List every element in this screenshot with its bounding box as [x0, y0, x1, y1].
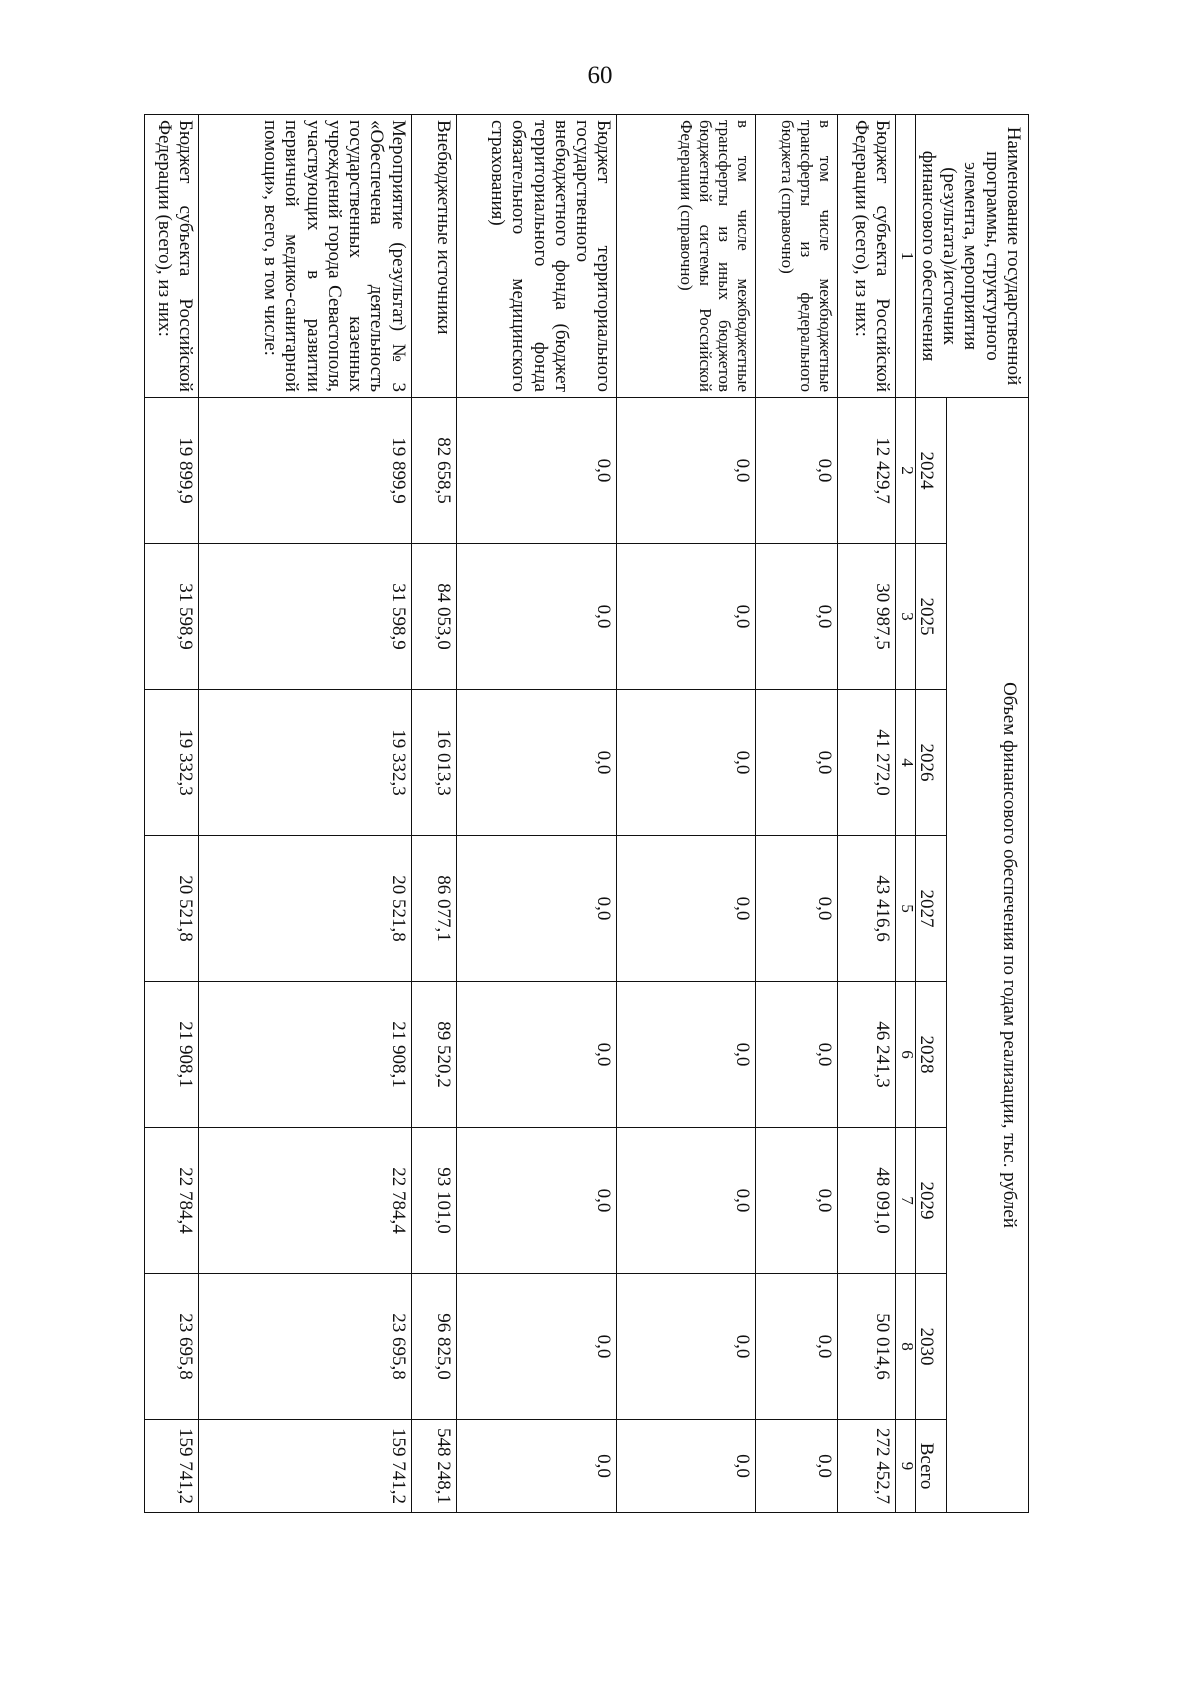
name-column-header: Наименование государственной программы, структурного элемента, мероприятия (результата)/источник финансового обеспечения [915, 115, 1028, 398]
row-value: 0,0 [456, 690, 616, 836]
row-name: в том числе межбюджетные трансферты из федерального бюджета (справочно) [756, 115, 837, 398]
row-name: в том числе межбюджетные трансферты из иных бюджетов бюджетной системы Российской Федерации (справочно) [617, 115, 756, 398]
column-number: 1 [896, 115, 915, 398]
year-header: 2029 [915, 1128, 946, 1274]
row-value: 22 784,4 [199, 1128, 411, 1274]
total-header: Всего [915, 1420, 946, 1513]
row-value: 0,0 [456, 398, 616, 544]
column-number: 3 [896, 544, 915, 690]
row-total: 0,0 [756, 1420, 837, 1513]
row-value: 84 053,0 [411, 544, 456, 690]
column-number: 9 [896, 1420, 915, 1513]
row-value: 20 521,8 [144, 836, 198, 982]
table-row [411, 115, 456, 1513]
year-header: 2030 [915, 1274, 946, 1420]
row-value: 19 899,9 [144, 398, 198, 544]
row-name: Бюджет субъекта Российской Федерации (всего), из них: [837, 115, 896, 398]
row-value: 0,0 [617, 544, 756, 690]
row-value: 41 272,0 [837, 690, 896, 836]
row-value: 0,0 [617, 836, 756, 982]
table-row [199, 115, 411, 1513]
row-value: 46 241,3 [837, 982, 896, 1128]
row-value: 0,0 [756, 398, 837, 544]
column-number: 5 [896, 836, 915, 982]
row-value: 96 825,0 [411, 1274, 456, 1420]
row-value: 43 416,6 [837, 836, 896, 982]
row-value: 50 014,6 [837, 1274, 896, 1420]
column-number: 8 [896, 1274, 915, 1420]
row-value: 0,0 [756, 836, 837, 982]
row-value: 0,0 [617, 982, 756, 1128]
row-name: Внебюджетные источники [411, 115, 456, 398]
row-value: 93 101,0 [411, 1128, 456, 1274]
column-number: 6 [896, 982, 915, 1128]
year-header: 2024 [915, 398, 946, 544]
row-value: 0,0 [456, 1128, 616, 1274]
row-value: 0,0 [756, 690, 837, 836]
row-value: 0,0 [756, 982, 837, 1128]
table-row [617, 115, 756, 1513]
table-row [456, 115, 616, 1513]
row-value: 23 695,8 [199, 1274, 411, 1420]
funding-group-header: Объем финансового обеспечения по годам реализации, тыс. рублей [946, 398, 1028, 1513]
row-value: 21 908,1 [144, 982, 198, 1128]
table-row [756, 115, 837, 1513]
year-header: 2025 [915, 544, 946, 690]
row-value: 86 077,1 [411, 836, 456, 982]
row-value: 20 521,8 [199, 836, 411, 982]
column-number: 2 [896, 398, 915, 544]
row-value: 0,0 [456, 1274, 616, 1420]
row-value: 48 091,0 [837, 1128, 896, 1274]
year-header: 2028 [915, 982, 946, 1128]
row-total: 0,0 [456, 1420, 616, 1513]
table-row [144, 115, 198, 1513]
row-value: 19 332,3 [199, 690, 411, 836]
row-value: 0,0 [756, 1274, 837, 1420]
row-value: 0,0 [617, 690, 756, 836]
row-total: 0,0 [617, 1420, 756, 1513]
row-value: 0,0 [617, 398, 756, 544]
column-number: 7 [896, 1128, 915, 1274]
row-total: 548 248,1 [411, 1420, 456, 1513]
row-name: Бюджет территориального государственного внебюджетного фонда (бюджет территориального фонда обязательного медицинского страхования) [456, 115, 616, 398]
row-value: 30 987,5 [837, 544, 896, 690]
rotated-table-container [153, 114, 1029, 1512]
row-value: 23 695,8 [144, 1274, 198, 1420]
row-value: 0,0 [456, 982, 616, 1128]
table-row [837, 115, 896, 1513]
page-number: 60 [587, 62, 613, 89]
row-value: 82 658,5 [411, 398, 456, 544]
row-value: 21 908,1 [199, 982, 411, 1128]
row-value: 19 899,9 [199, 398, 411, 544]
row-value: 31 598,9 [199, 544, 411, 690]
row-value: 0,0 [456, 544, 616, 690]
row-value: 0,0 [617, 1128, 756, 1274]
row-value: 16 013,3 [411, 690, 456, 836]
row-value: 19 332,3 [144, 690, 198, 836]
row-value: 0,0 [456, 836, 616, 982]
financing-table [144, 114, 1029, 1513]
row-name: Бюджет субъекта Российской Федерации (всего), из них: [144, 115, 198, 398]
row-total: 272 452,7 [837, 1420, 896, 1513]
column-number-row [896, 115, 915, 1513]
row-value: 0,0 [756, 544, 837, 690]
row-name: Мероприятие (результат) № 3 «Обеспечена деятельность государственных казенных учреждений города Севастополя, участвующих в развитии первичной медико-санитарной помощи», всего, в том числе: [199, 115, 411, 398]
column-number: 4 [896, 690, 915, 836]
year-header: 2026 [915, 690, 946, 836]
row-total: 159 741,2 [144, 1420, 198, 1513]
row-value: 12 429,7 [837, 398, 896, 544]
row-value: 0,0 [756, 1128, 837, 1274]
row-total: 159 741,2 [199, 1420, 411, 1513]
row-value: 22 784,4 [144, 1128, 198, 1274]
row-value: 0,0 [617, 1274, 756, 1420]
row-value: 31 598,9 [144, 544, 198, 690]
year-header: 2027 [915, 836, 946, 982]
row-value: 89 520,2 [411, 982, 456, 1128]
